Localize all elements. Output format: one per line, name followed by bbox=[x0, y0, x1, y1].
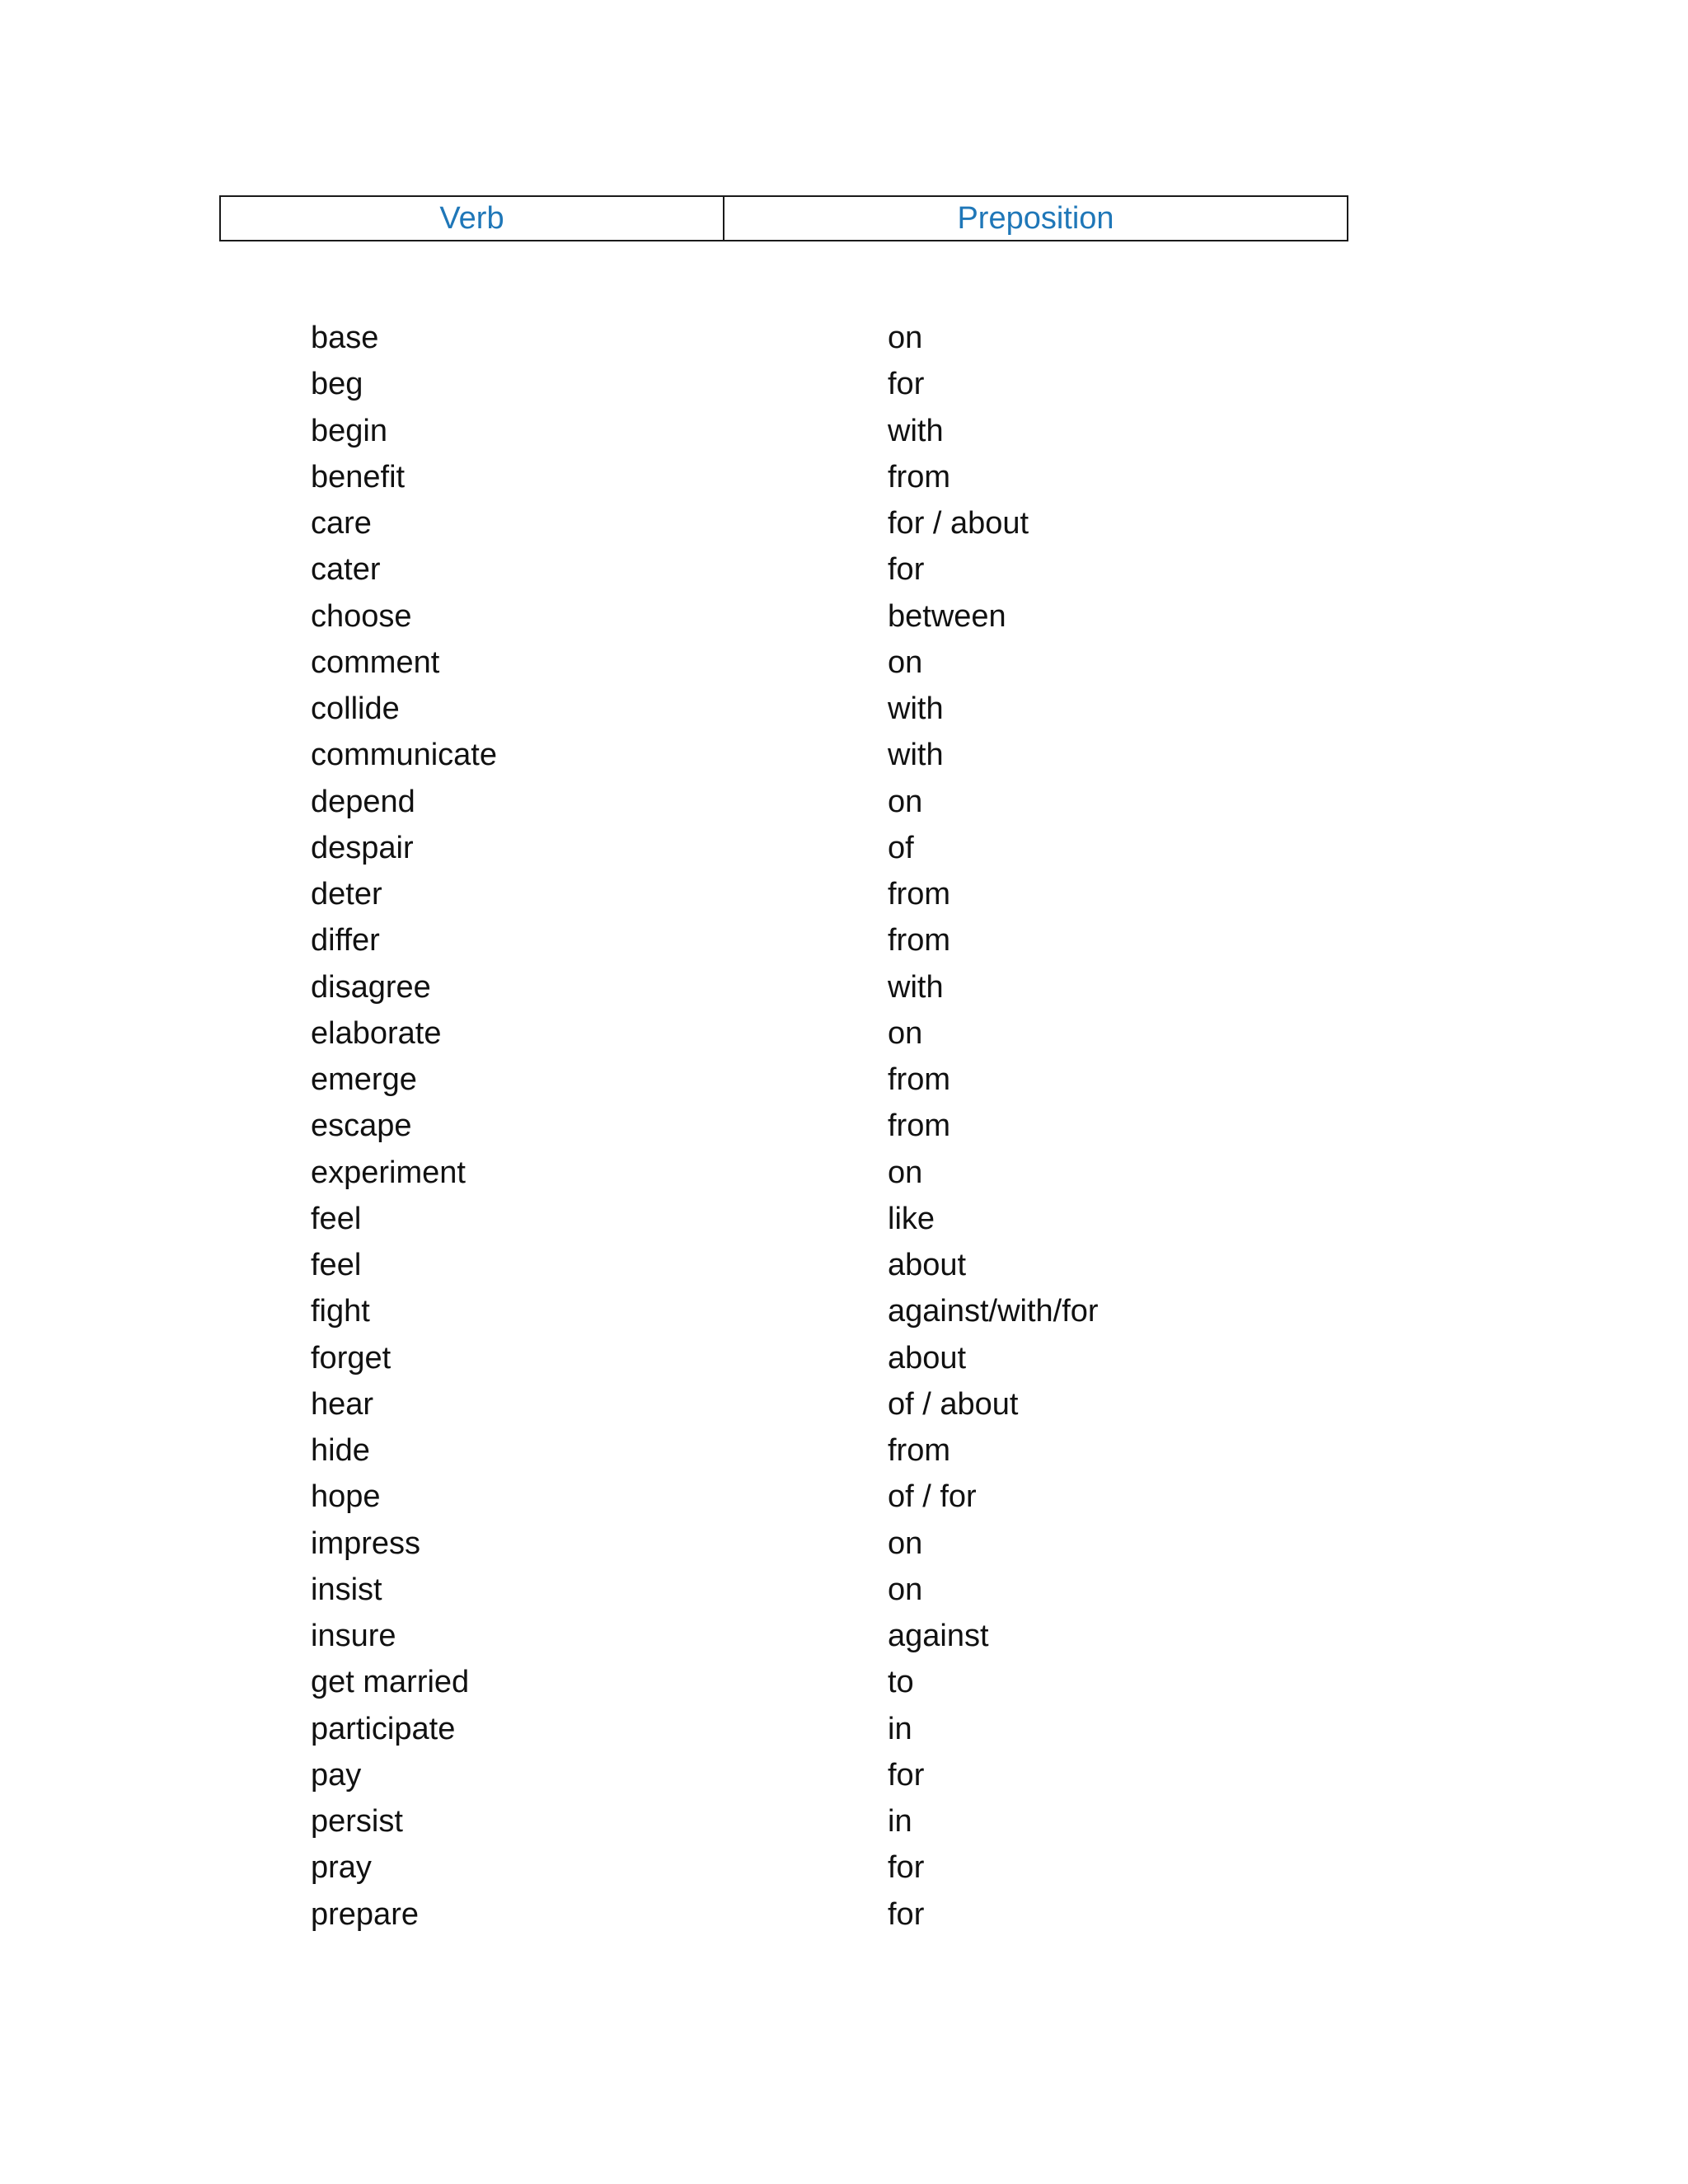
verb-text: base bbox=[311, 321, 379, 355]
list-item bbox=[0, 1798, 1688, 1844]
list-item bbox=[0, 1150, 1688, 1196]
preposition-column-header: Preposition bbox=[957, 200, 1114, 236]
list-item bbox=[0, 1103, 1688, 1149]
list-item bbox=[0, 779, 1688, 825]
verb-text: feel bbox=[311, 1201, 362, 1236]
verb-text: choose bbox=[311, 598, 412, 634]
preposition-text: from bbox=[888, 1108, 950, 1144]
verb-text: differ bbox=[311, 923, 380, 958]
verb-text: prepare bbox=[311, 1896, 419, 1932]
list-item bbox=[0, 500, 1688, 546]
preposition-text: for bbox=[888, 367, 925, 402]
list-item bbox=[0, 1381, 1688, 1427]
preposition-text: for bbox=[888, 552, 925, 588]
preposition-text: with bbox=[888, 691, 944, 726]
list-item bbox=[0, 1891, 1688, 1938]
preposition-text: for / about bbox=[888, 506, 1029, 541]
preposition-text: from bbox=[888, 1062, 950, 1097]
preposition-text: on bbox=[888, 1155, 923, 1190]
verb-text: pay bbox=[311, 1757, 362, 1793]
preposition-text: with bbox=[888, 738, 944, 773]
verb-text: pray bbox=[311, 1850, 372, 1886]
preposition-text: from bbox=[888, 877, 950, 912]
list-item bbox=[0, 871, 1688, 917]
list-item bbox=[0, 964, 1688, 1010]
verb-text: elaborate bbox=[311, 1015, 442, 1051]
preposition-text: for bbox=[888, 1850, 925, 1886]
list-item bbox=[0, 1567, 1688, 1613]
verb-text: emerge bbox=[311, 1062, 417, 1097]
preposition-text: against/with/for bbox=[888, 1294, 1099, 1329]
preposition-text: on bbox=[888, 1572, 923, 1607]
verb-text: beg bbox=[311, 367, 363, 402]
verb-text: persist bbox=[311, 1804, 403, 1839]
preposition-text: for bbox=[888, 1896, 925, 1932]
list-item bbox=[0, 408, 1688, 454]
preposition-text: on bbox=[888, 644, 923, 680]
verb-text: collide bbox=[311, 691, 400, 726]
preposition-text: from bbox=[888, 459, 950, 494]
preposition-text: with bbox=[888, 413, 944, 448]
list-item bbox=[0, 361, 1688, 407]
verb-text: communicate bbox=[311, 738, 497, 773]
preposition-text: of / about bbox=[888, 1386, 1019, 1422]
verb-text: disagree bbox=[311, 969, 431, 1005]
verb-text: feel bbox=[311, 1248, 362, 1282]
preposition-text: from bbox=[888, 1433, 950, 1468]
list-item bbox=[0, 1427, 1688, 1474]
list-item bbox=[0, 1288, 1688, 1334]
preposition-text: to bbox=[888, 1665, 914, 1700]
list-item bbox=[0, 917, 1688, 963]
verb-text: hear bbox=[311, 1386, 374, 1422]
preposition-text: in bbox=[888, 1804, 912, 1839]
verb-text: benefit bbox=[311, 459, 406, 494]
verb-text: participate bbox=[311, 1711, 456, 1746]
preposition-text: on bbox=[888, 784, 923, 819]
list-item bbox=[0, 1196, 1688, 1242]
list-item bbox=[0, 1613, 1688, 1659]
preposition-text: between bbox=[888, 598, 1006, 634]
verb-text: impress bbox=[311, 1526, 421, 1561]
list-item bbox=[0, 732, 1688, 778]
preposition-text: about bbox=[888, 1248, 967, 1282]
list-item bbox=[0, 1242, 1688, 1288]
list-item bbox=[0, 686, 1688, 732]
list-item bbox=[0, 454, 1688, 500]
verb-text: hope bbox=[311, 1479, 381, 1515]
verb-text: insure bbox=[311, 1619, 396, 1653]
verb-text: insist bbox=[311, 1572, 382, 1607]
list-item bbox=[0, 1474, 1688, 1520]
preposition-text: of / for bbox=[888, 1479, 977, 1515]
verb-text: cater bbox=[311, 552, 381, 588]
verb-text: escape bbox=[311, 1108, 412, 1144]
preposition-text: from bbox=[888, 923, 950, 958]
list-item bbox=[0, 546, 1688, 593]
preposition-text: on bbox=[888, 321, 923, 355]
list-item bbox=[0, 1844, 1688, 1891]
list-item bbox=[0, 1010, 1688, 1057]
list-item bbox=[0, 593, 1688, 640]
verb-text: depend bbox=[311, 784, 415, 819]
list-item bbox=[0, 1752, 1688, 1798]
verb-text: deter bbox=[311, 877, 382, 912]
list-item bbox=[0, 825, 1688, 871]
preposition-text: about bbox=[888, 1340, 967, 1376]
preposition-text: on bbox=[888, 1015, 923, 1051]
verb-column-header: Verb bbox=[221, 197, 724, 240]
preposition-text: on bbox=[888, 1526, 923, 1561]
list-item bbox=[0, 640, 1688, 686]
preposition-text: of bbox=[888, 830, 914, 865]
preposition-text: in bbox=[888, 1711, 912, 1746]
verb-text: hide bbox=[311, 1433, 370, 1468]
preposition-text: for bbox=[888, 1757, 925, 1793]
preposition-text: like bbox=[888, 1201, 935, 1236]
verb-preposition-list bbox=[0, 315, 1688, 1938]
list-item bbox=[0, 1521, 1688, 1567]
verb-text: get married bbox=[311, 1665, 470, 1700]
list-item bbox=[0, 1706, 1688, 1752]
preposition-text: with bbox=[888, 969, 944, 1005]
list-item bbox=[0, 1057, 1688, 1103]
column-header-table bbox=[219, 195, 1348, 241]
verb-text: comment bbox=[311, 644, 440, 680]
verb-text: fight bbox=[311, 1294, 370, 1329]
verb-text: forget bbox=[311, 1340, 392, 1376]
preposition-text: against bbox=[888, 1619, 989, 1653]
verb-text: despair bbox=[311, 830, 414, 865]
list-item bbox=[0, 1335, 1688, 1381]
list-item bbox=[0, 315, 1688, 361]
verb-text: care bbox=[311, 506, 372, 541]
list-item bbox=[0, 1659, 1688, 1705]
verb-text: begin bbox=[311, 413, 387, 448]
verb-text: experiment bbox=[311, 1155, 466, 1190]
